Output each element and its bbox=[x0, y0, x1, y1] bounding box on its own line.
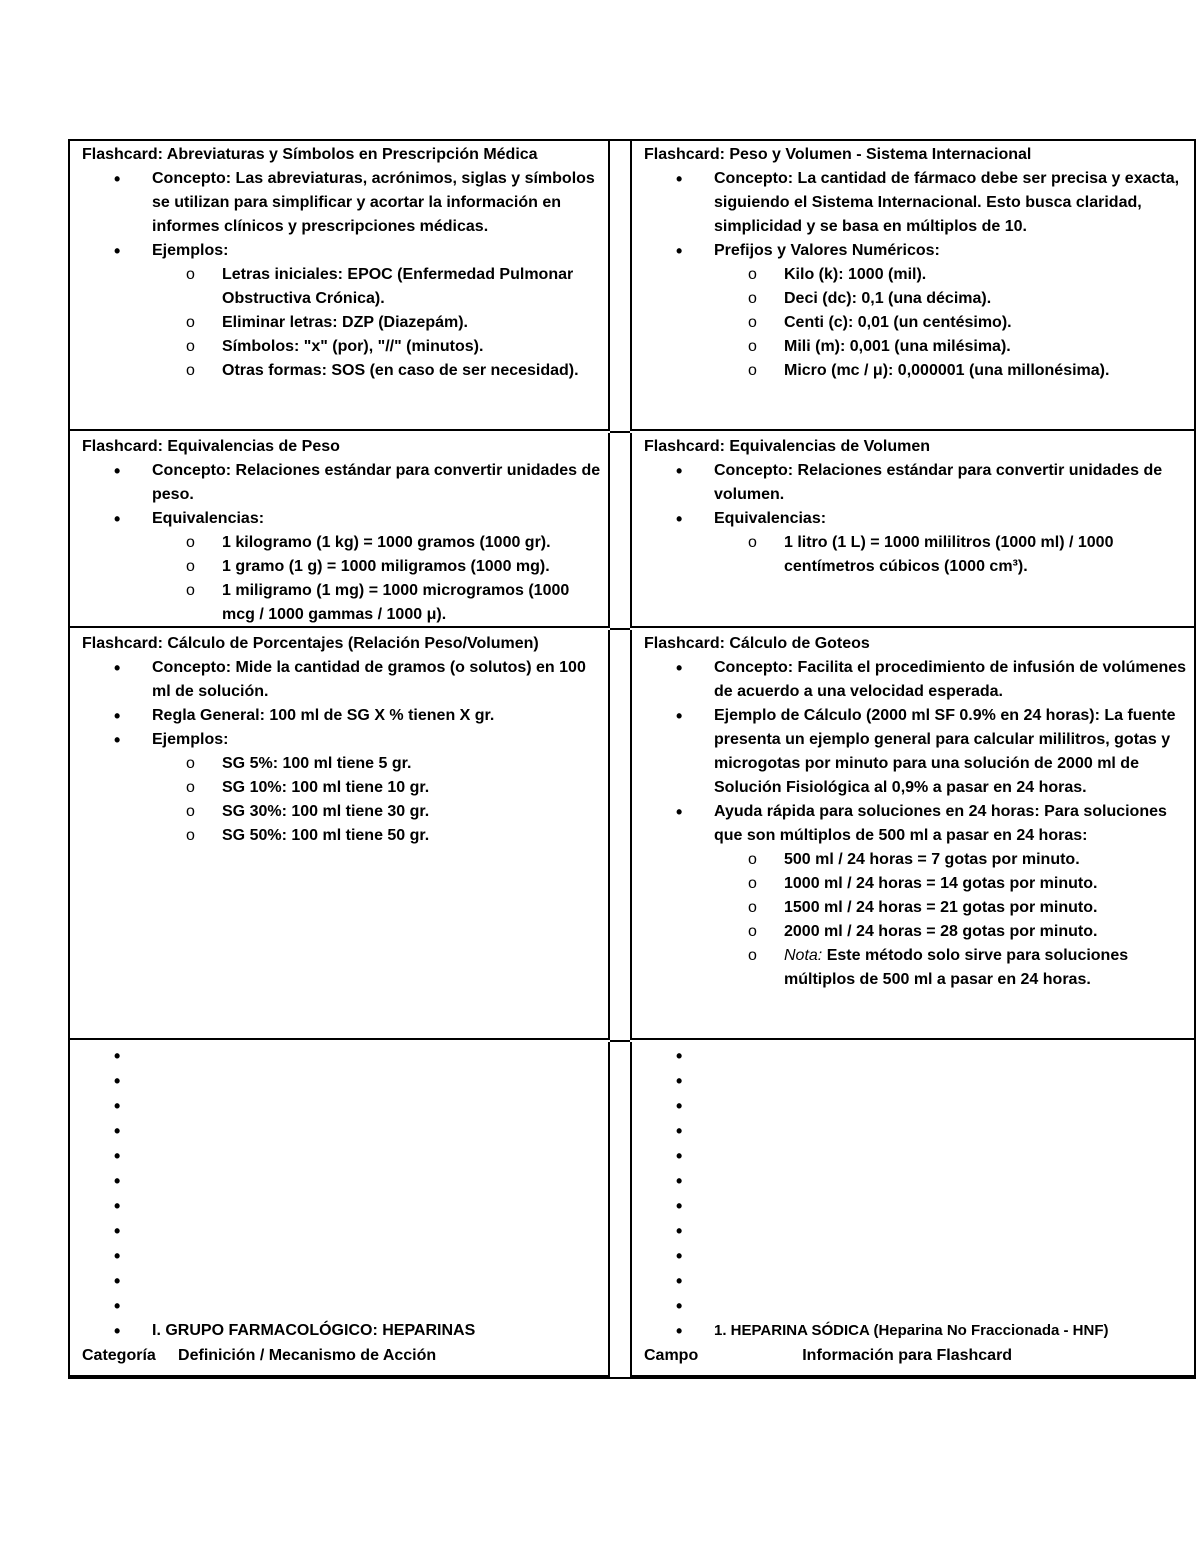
list-item: • Prefijos y Valores Numéricos: bbox=[644, 239, 1188, 263]
list-item: • Concepto: Mide la cantidad de gramos (o solutos) en 100 ml de solución. bbox=[82, 656, 602, 704]
sub-item: o Símbolos: "x" (por), "//" (minutos). bbox=[82, 335, 602, 359]
empty-bullet bbox=[82, 1144, 602, 1169]
flashcard-table bbox=[68, 139, 1196, 1379]
card-title: Flashcard: Peso y Volumen - Sistema Internacional bbox=[644, 146, 1032, 163]
list-item: • Concepto: Facilita el procedimiento de infusión de volúmenes de acuerdo a una velocidad esperada. bbox=[644, 656, 1188, 704]
empty-bullet bbox=[644, 1219, 1188, 1244]
sub-item: o 1 kilogramo (1 kg) = 1000 gramos (1000 gr). bbox=[82, 531, 602, 555]
column-headers bbox=[644, 1344, 1188, 1368]
list-item: • Concepto: Las abreviaturas, acrónimos, siglas y símbolos se utilizan para simplificar y acortar la información en informes clínicos y prescripciones médicas. bbox=[82, 167, 602, 239]
header-definicion: Definición / Mecanismo de Acción bbox=[178, 1347, 437, 1364]
header-campo: Campo bbox=[644, 1347, 699, 1364]
list-item: • I. GRUPO FARMACOLÓGICO: HEPARINAS bbox=[82, 1319, 602, 1344]
sub-item: o Micro (mc / μ): 0,000001 (una millonésima). bbox=[644, 359, 1188, 383]
empty-bullet bbox=[82, 1244, 602, 1269]
sub-item: o SG 10%: 100 ml tiene 10 gr. bbox=[82, 776, 602, 800]
sub-item: o Deci (dc): 0,1 (una décima). bbox=[644, 287, 1188, 311]
list-item: • Regla General: 100 ml de SG X % tienen X gr. bbox=[82, 704, 602, 728]
card-abreviaturas bbox=[70, 141, 610, 431]
column-gap bbox=[610, 1042, 630, 1377]
sub-item: o Letras iniciales: EPOC (Enfermedad Pulmonar Obstructiva Crónica). bbox=[82, 263, 602, 311]
list-item: • Concepto: Relaciones estándar para convertir unidades de peso. bbox=[82, 459, 602, 507]
empty-bullet bbox=[644, 1119, 1188, 1144]
sub-item: o 2000 ml / 24 horas = 28 gotas por minuto. bbox=[644, 920, 1188, 944]
sub-item: o SG 30%: 100 ml tiene 30 gr. bbox=[82, 800, 602, 824]
empty-bullet bbox=[82, 1269, 602, 1294]
empty-bullet bbox=[82, 1044, 602, 1069]
sub-item: o SG 5%: 100 ml tiene 5 gr. bbox=[82, 752, 602, 776]
card-heparina-sodica bbox=[630, 1042, 1194, 1377]
card-porcentajes bbox=[70, 630, 610, 1040]
list-item: • Ejemplos: bbox=[82, 239, 602, 263]
empty-bullet bbox=[644, 1044, 1188, 1069]
card-equivalencias-volumen bbox=[630, 433, 1194, 628]
empty-bullet bbox=[644, 1269, 1188, 1294]
list-item: • Ejemplo de Cálculo (2000 ml SF 0.9% en 24 horas): La fuente presenta un ejemplo general para calcular mililitros, gotas y microgotas por minuto para una solución de 2000 ml de Solución Fisiológica al 0,9% a pasar en 24 horas. bbox=[644, 704, 1188, 800]
list-item: • Equivalencias: bbox=[82, 507, 602, 531]
card-equivalencias-peso bbox=[70, 433, 610, 628]
sub-item: o 1 gramo (1 g) = 1000 miligramos (1000 mg). bbox=[82, 555, 602, 579]
sub-item: o 1000 ml / 24 horas = 14 gotas por minuto. bbox=[644, 872, 1188, 896]
card-heparinas-grupo bbox=[70, 1042, 610, 1377]
empty-bullet bbox=[82, 1194, 602, 1219]
card-peso-volumen bbox=[630, 141, 1194, 431]
list-item: • Ejemplos: bbox=[82, 728, 602, 752]
header-informacion: Información para Flashcard bbox=[802, 1347, 1013, 1364]
list-item: • 1. HEPARINA SÓDICA (Heparina No Fraccionada - HNF) bbox=[644, 1319, 1188, 1344]
sub-item: o SG 50%: 100 ml tiene 50 gr. bbox=[82, 824, 602, 848]
note-label: Nota: bbox=[784, 947, 823, 964]
header-categoria: Categoría bbox=[82, 1347, 156, 1364]
card-title: Flashcard: Equivalencias de Peso bbox=[82, 438, 340, 455]
list-item: • Concepto: Relaciones estándar para convertir unidades de volumen. bbox=[644, 459, 1188, 507]
empty-bullet bbox=[644, 1244, 1188, 1269]
card-title: Flashcard: Cálculo de Goteos bbox=[644, 635, 870, 652]
empty-bullet bbox=[644, 1069, 1188, 1094]
list-item: • Equivalencias: bbox=[644, 507, 1188, 531]
column-headers bbox=[82, 1344, 602, 1368]
column-gap bbox=[610, 141, 630, 433]
list-item: • Concepto: La cantidad de fármaco debe ser precisa y exacta, siguiendo el Sistema Internacional. Esto busca claridad, simplicidad y se basa en múltiplos de 10. bbox=[644, 167, 1188, 239]
card-title: Flashcard: Cálculo de Porcentajes (Relación Peso/Volumen) bbox=[82, 635, 539, 652]
card-title: Flashcard: Equivalencias de Volumen bbox=[644, 438, 931, 455]
sub-item: o Otras formas: SOS (en caso de ser necesidad). bbox=[82, 359, 602, 383]
sub-item: o 500 ml / 24 horas = 7 gotas por minuto. bbox=[644, 848, 1188, 872]
empty-bullet bbox=[82, 1069, 602, 1094]
list-item: • Ayuda rápida para soluciones en 24 horas: Para soluciones que son múltiplos de 500 ml a pasar en 24 horas: bbox=[644, 800, 1188, 848]
sub-item: o Kilo (k): 1000 (mil). bbox=[644, 263, 1188, 287]
empty-bullet bbox=[644, 1194, 1188, 1219]
column-gap bbox=[610, 433, 630, 630]
sub-item: o 1 litro (1 L) = 1000 mililitros (1000 ml) / 1000 centímetros cúbicos (1000 cm³). bbox=[644, 531, 1188, 579]
note-text: Este método solo sirve para soluciones múltiplos de 500 ml a pasar en 24 horas. bbox=[784, 947, 1129, 988]
note-item bbox=[644, 944, 1188, 992]
empty-bullet bbox=[644, 1094, 1188, 1119]
empty-bullet bbox=[82, 1169, 602, 1194]
sub-item: o Centi (c): 0,01 (un centésimo). bbox=[644, 311, 1188, 335]
sub-item: o 1 miligramo (1 mg) = 1000 microgramos (1000 mcg / 1000 gammas / 1000 μ). bbox=[82, 579, 602, 627]
sub-item: o Mili (m): 0,001 (una milésima). bbox=[644, 335, 1188, 359]
empty-bullet bbox=[82, 1294, 602, 1319]
sub-item: o 1500 ml / 24 horas = 21 gotas por minuto. bbox=[644, 896, 1188, 920]
empty-bullet bbox=[82, 1094, 602, 1119]
empty-bullet bbox=[82, 1219, 602, 1244]
sub-item: o Eliminar letras: DZP (Diazepám). bbox=[82, 311, 602, 335]
empty-bullet bbox=[644, 1294, 1188, 1319]
empty-bullet bbox=[644, 1144, 1188, 1169]
card-title: Flashcard: Abreviaturas y Símbolos en Prescripción Médica bbox=[82, 146, 538, 163]
empty-bullet bbox=[644, 1169, 1188, 1194]
column-gap bbox=[610, 630, 630, 1042]
card-goteos bbox=[630, 630, 1194, 1040]
empty-bullet bbox=[82, 1119, 602, 1144]
